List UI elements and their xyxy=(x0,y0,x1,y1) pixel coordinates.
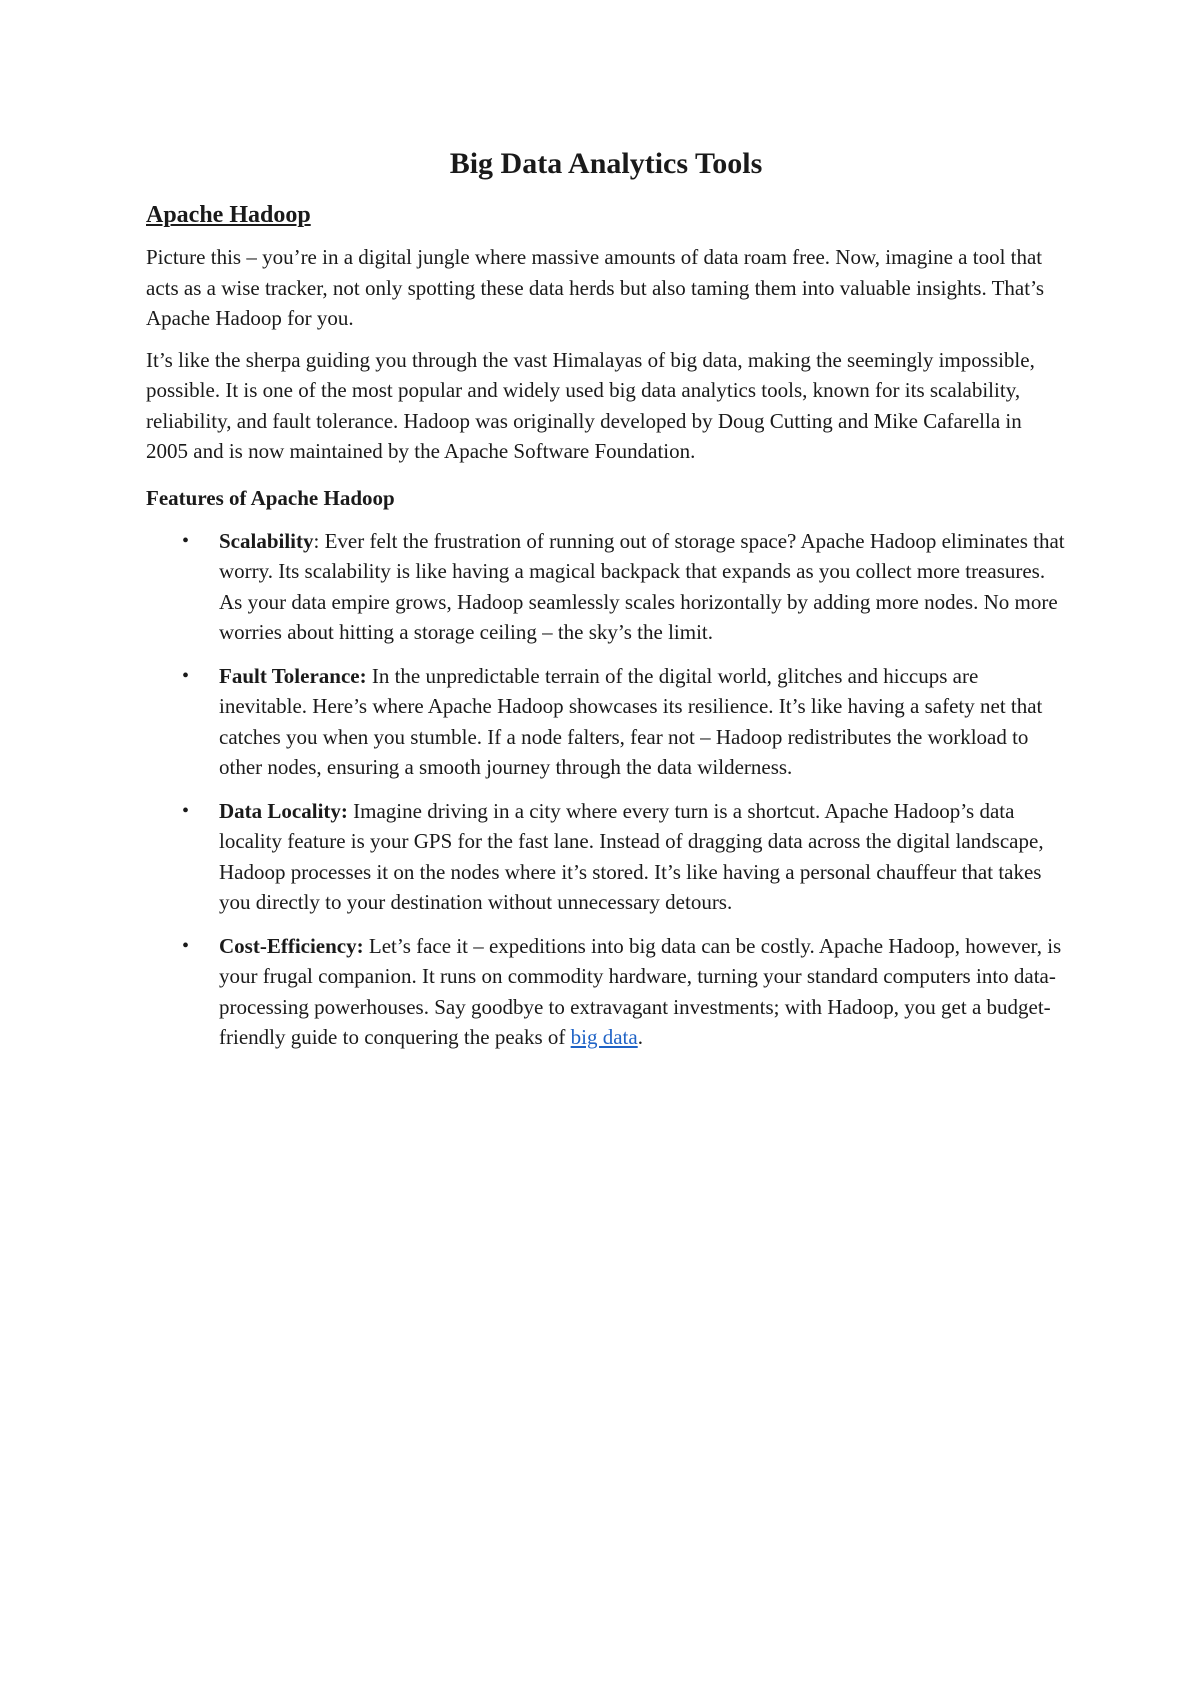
bullet-icon: • xyxy=(182,799,190,822)
list-item-cost-efficiency xyxy=(146,931,1066,1053)
feature-separator: : xyxy=(313,528,320,553)
list-item-scalability xyxy=(146,526,1066,648)
feature-name: Fault Tolerance: xyxy=(219,663,367,688)
feature-text: Ever felt the frustration of running out of storage space? Apache Hadoop eliminates that worry. Its scalability is like having a magical backpack that expands as you collect more treasures. As your data empire grows, Hadoop seamlessly scales horizontally by adding more nodes. No more worries about hitting a storage ceiling – the sky’s the limit. xyxy=(219,528,1065,644)
document-content xyxy=(146,142,1066,1066)
page-title: Big Data Analytics Tools xyxy=(449,147,763,180)
intro-paragraph: Picture this – you’re in a digital jungle where massive amounts of data roam free. Now, imagine a tool that acts as a wise tracker, not only spotting these data herds but also taming them into valuable insights. That’s Apache Hadoop for you. xyxy=(146,245,1045,330)
feature-text: Imagine driving in a city where every turn is a shortcut. Apache Hadoop’s data locality feature is your GPS for the fast lane. Instead of dragging data across the digital landscape, Hadoop processes it on the nodes where it’s stored. It’s like having a personal chauffeur that takes you directly to your destination without unnecessary detours. xyxy=(219,798,1044,914)
list-item-fault-tolerance xyxy=(146,661,1066,783)
features-list xyxy=(146,526,1066,1053)
section-heading-apache-hadoop: Apache Hadoop xyxy=(146,202,311,228)
big-data-link[interactable]: big data xyxy=(570,1025,638,1049)
list-item-data-locality xyxy=(146,796,1066,918)
bullet-icon: • xyxy=(182,529,190,552)
bullet-icon: • xyxy=(182,934,190,957)
description-paragraph: It’s like the sherpa guiding you through the vast Himalayas of big data, making the seemingly impossible, possible. It is one of the most popular and widely used big data analytics tools, known for its scalability, reliability, and fault tolerance. Hadoop was originally developed by Doug Cutting and Mike Cafarella in 2005 and is now maintained by the Apache Software Foundation. xyxy=(146,347,1035,463)
feature-name: Scalability xyxy=(219,528,314,553)
feature-text: In the unpredictable terrain of the digital world, glitches and hiccups are inevitable. Here’s where Apache Hadoop showcases its resilience. It’s like having a safety net that catches you when you stumble. If a node falters, fear not – Hadoop redistributes the workload to other nodes, ensuring a smooth journey through the data wilderness. xyxy=(219,663,1043,779)
bullet-icon: • xyxy=(182,664,190,687)
feature-text: Let’s face it – expeditions into big data can be costly. Apache Hadoop, however, is your frugal companion. It runs on commodity hardware, turning your standard computers into data-processing powerhouses. Say goodbye to extravagant investments; with Hadoop, you get a budget-friendly guide to conquering the peaks of xyxy=(219,933,1062,1049)
feature-name: Data Locality: xyxy=(219,798,348,823)
feature-name: Cost-Efficiency: xyxy=(219,933,364,958)
features-heading: Features of Apache Hadoop xyxy=(146,485,395,510)
feature-text-end: . xyxy=(637,1025,643,1049)
